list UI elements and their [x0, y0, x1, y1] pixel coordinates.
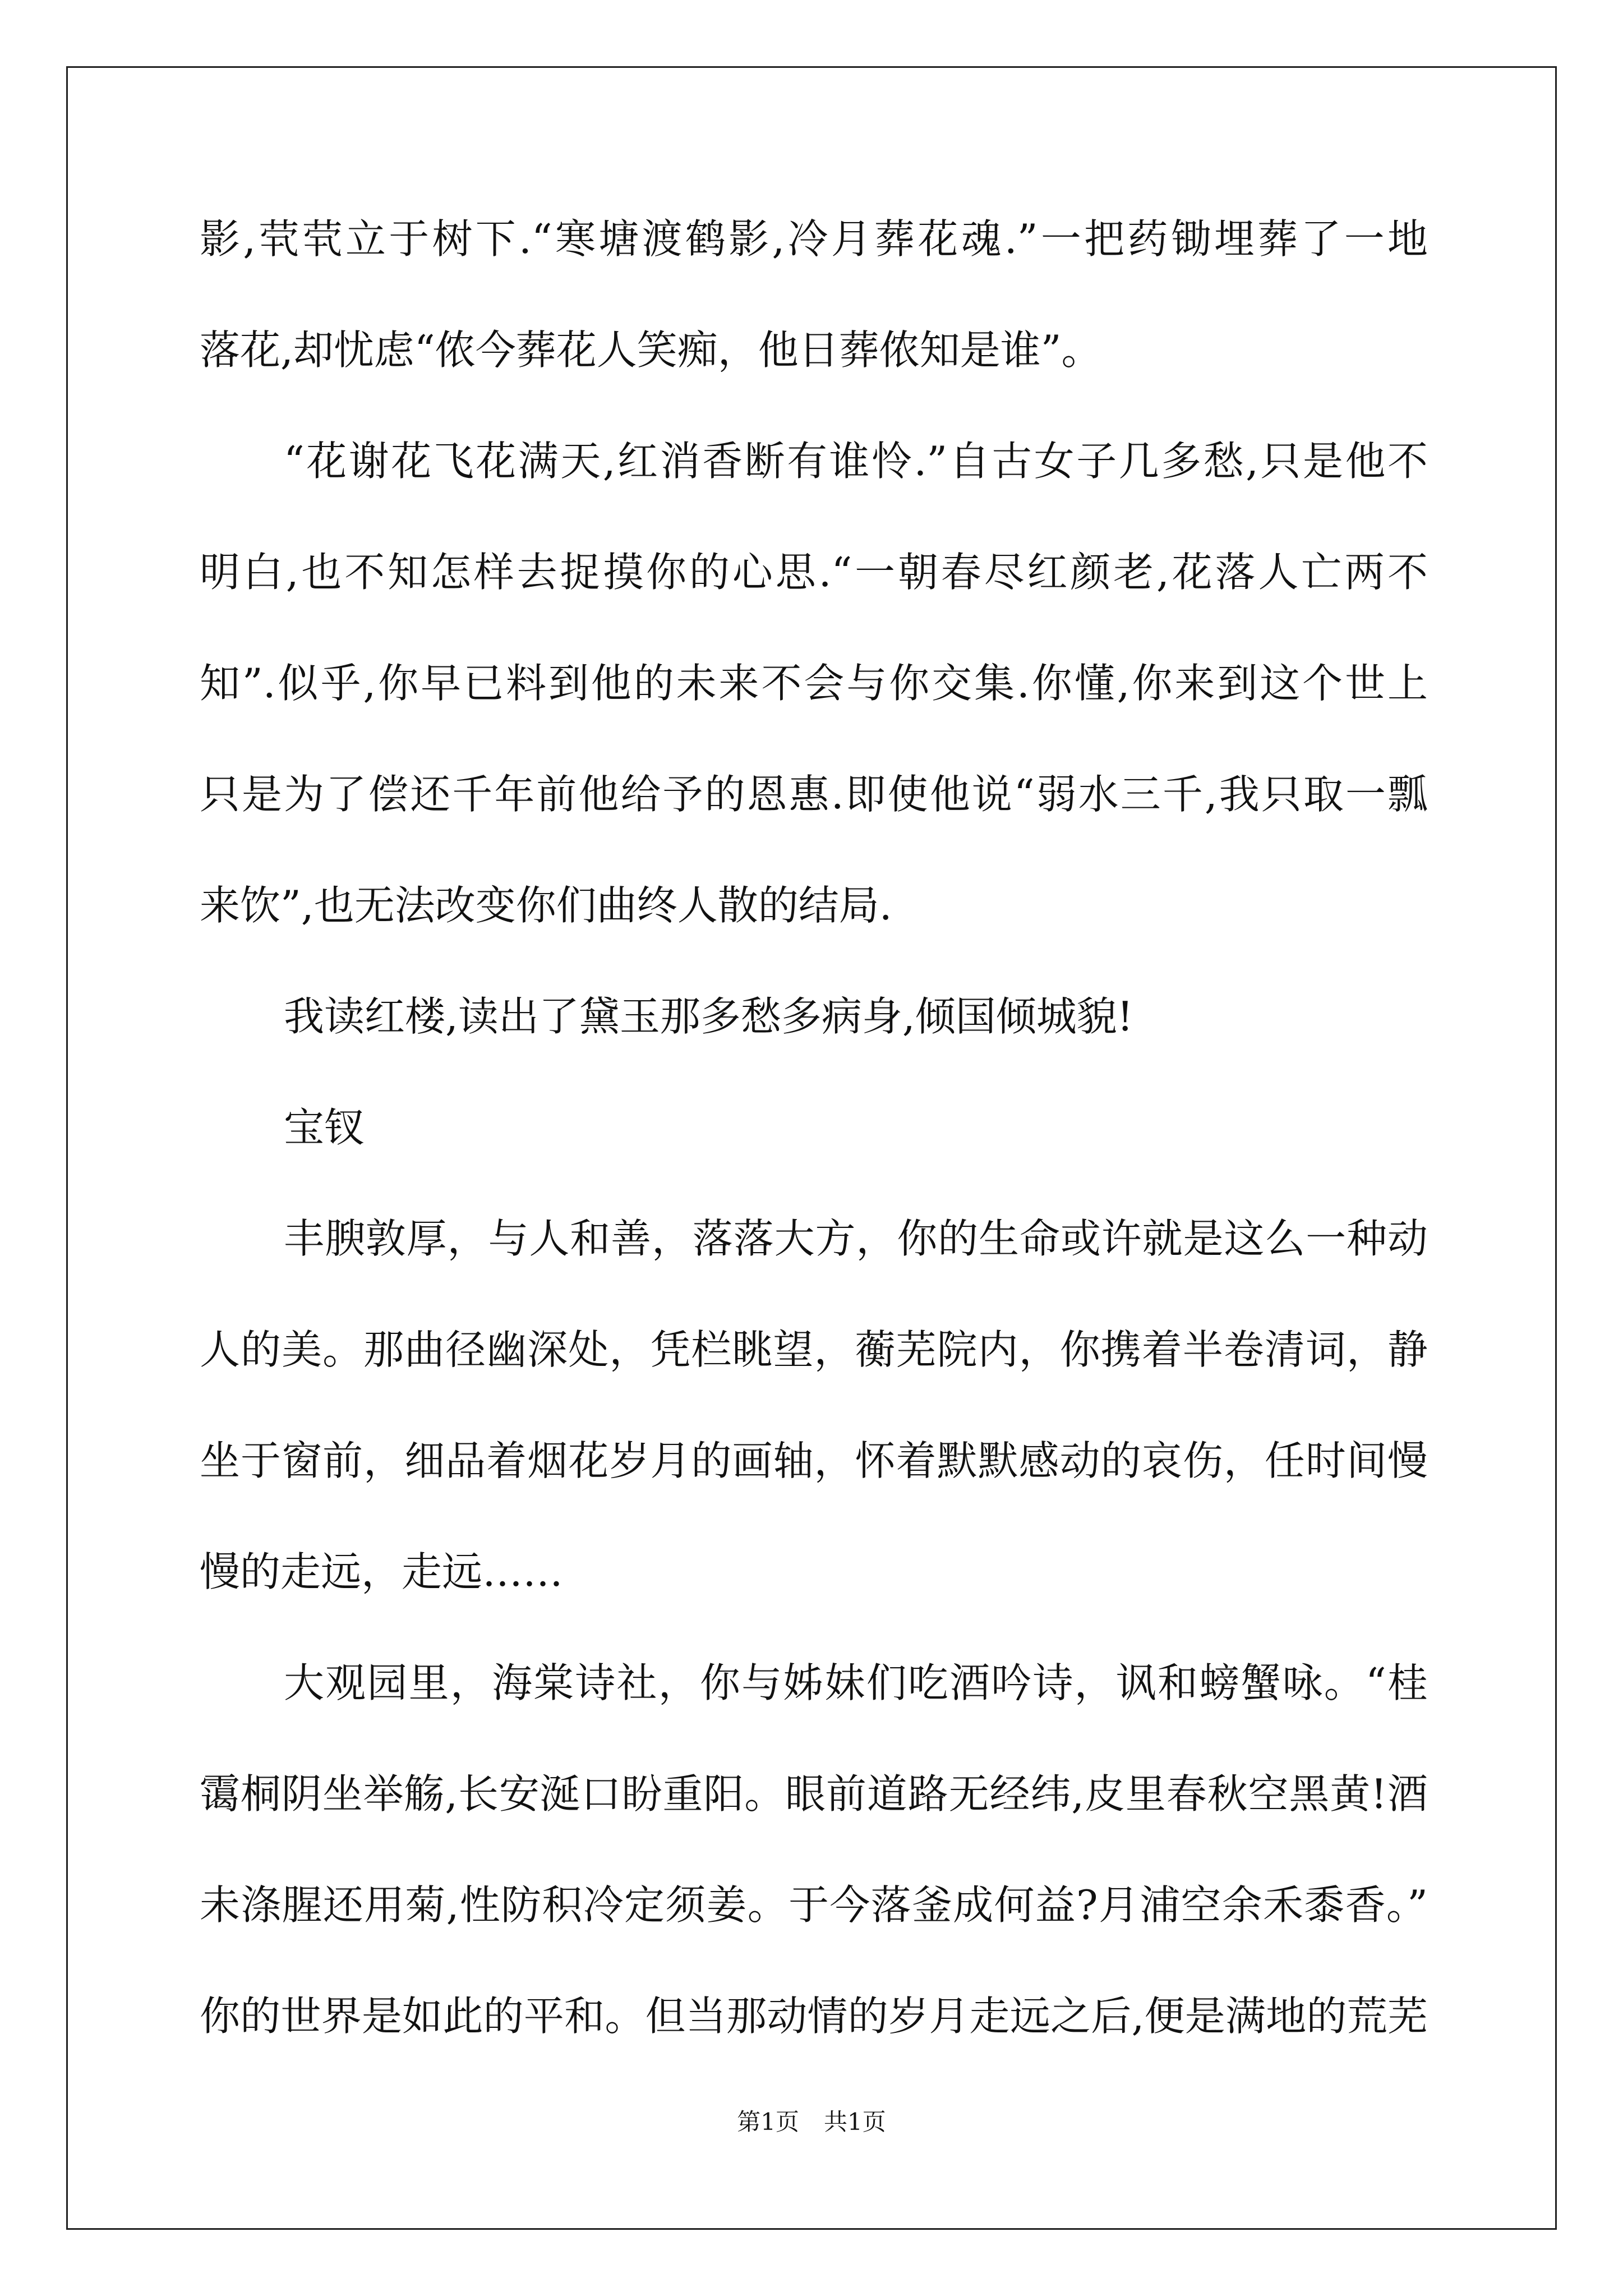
text-line: 未涤腥还用菊,性防积冷定须姜。于今落釜成何益?月浦空余禾黍香。” [200, 1881, 1428, 1929]
text-line: 影,茕茕立于树下.“寒塘渡鹤影,冷月葬花魂.”一把药锄埋葬了一地 [200, 215, 1428, 263]
text-line: “花谢花飞花满天,红消香断有谁怜.”自古女子几多愁,只是他不 [284, 438, 1428, 485]
page-number-total: 共1页 [824, 2108, 886, 2136]
text-line: 落花,却忧虑“侬今葬花人笑痴，他日葬侬知是谁”。 [200, 326, 1102, 374]
text-line: 我读红楼,读出了黛玉那多愁多病身,倾国倾城貌! [284, 993, 1133, 1040]
text-line: 只是为了偿还千年前他给予的恩惠.即使他说“弱水三千,我只取一瓢 [200, 771, 1428, 818]
text-line: 来饮”,也无法改变你们曲终人散的结局. [200, 882, 892, 929]
text-line: 知”.似乎,你早已料到他的未来不会与你交集.你懂,你来到这个世上 [200, 660, 1428, 707]
text-line: 坐于窗前，细品着烟花岁月的画轴，怀着默默感动的哀伤，任时间慢 [200, 1437, 1428, 1484]
text-line: 人的美。那曲径幽深处，凭栏眺望，蘅芜院内，你携着半卷清词，静 [200, 1326, 1428, 1373]
text-line: 大观园里，海棠诗社，你与姊妹们吃酒吟诗，讽和螃蟹咏。“桂 [284, 1659, 1428, 1706]
text-line: 慢的走远，走远…… [200, 1548, 564, 1595]
text-line: 明白,也不知怎样去捉摸你的心思.“一朝春尽红颜老,花落人亡两不 [200, 549, 1428, 596]
section-heading: 宝钗 [284, 1104, 365, 1151]
text-line: 你的世界是如此的平和。但当那动情的岁月走远之后,便是满地的荒芜 [200, 1993, 1428, 2040]
page-number-current: 第1页 [737, 2108, 799, 2136]
text-line: 丰腴敦厚，与人和善，落落大方，你的生命或许就是这么一种动 [284, 1215, 1428, 1262]
page-footer [0, 2110, 1623, 2134]
document-body [200, 215, 1428, 2107]
text-line: 霭桐阴坐举觞,长安涎口盼重阳。眼前道路无经纬,皮里春秋空黑黄!酒 [200, 1770, 1428, 1818]
